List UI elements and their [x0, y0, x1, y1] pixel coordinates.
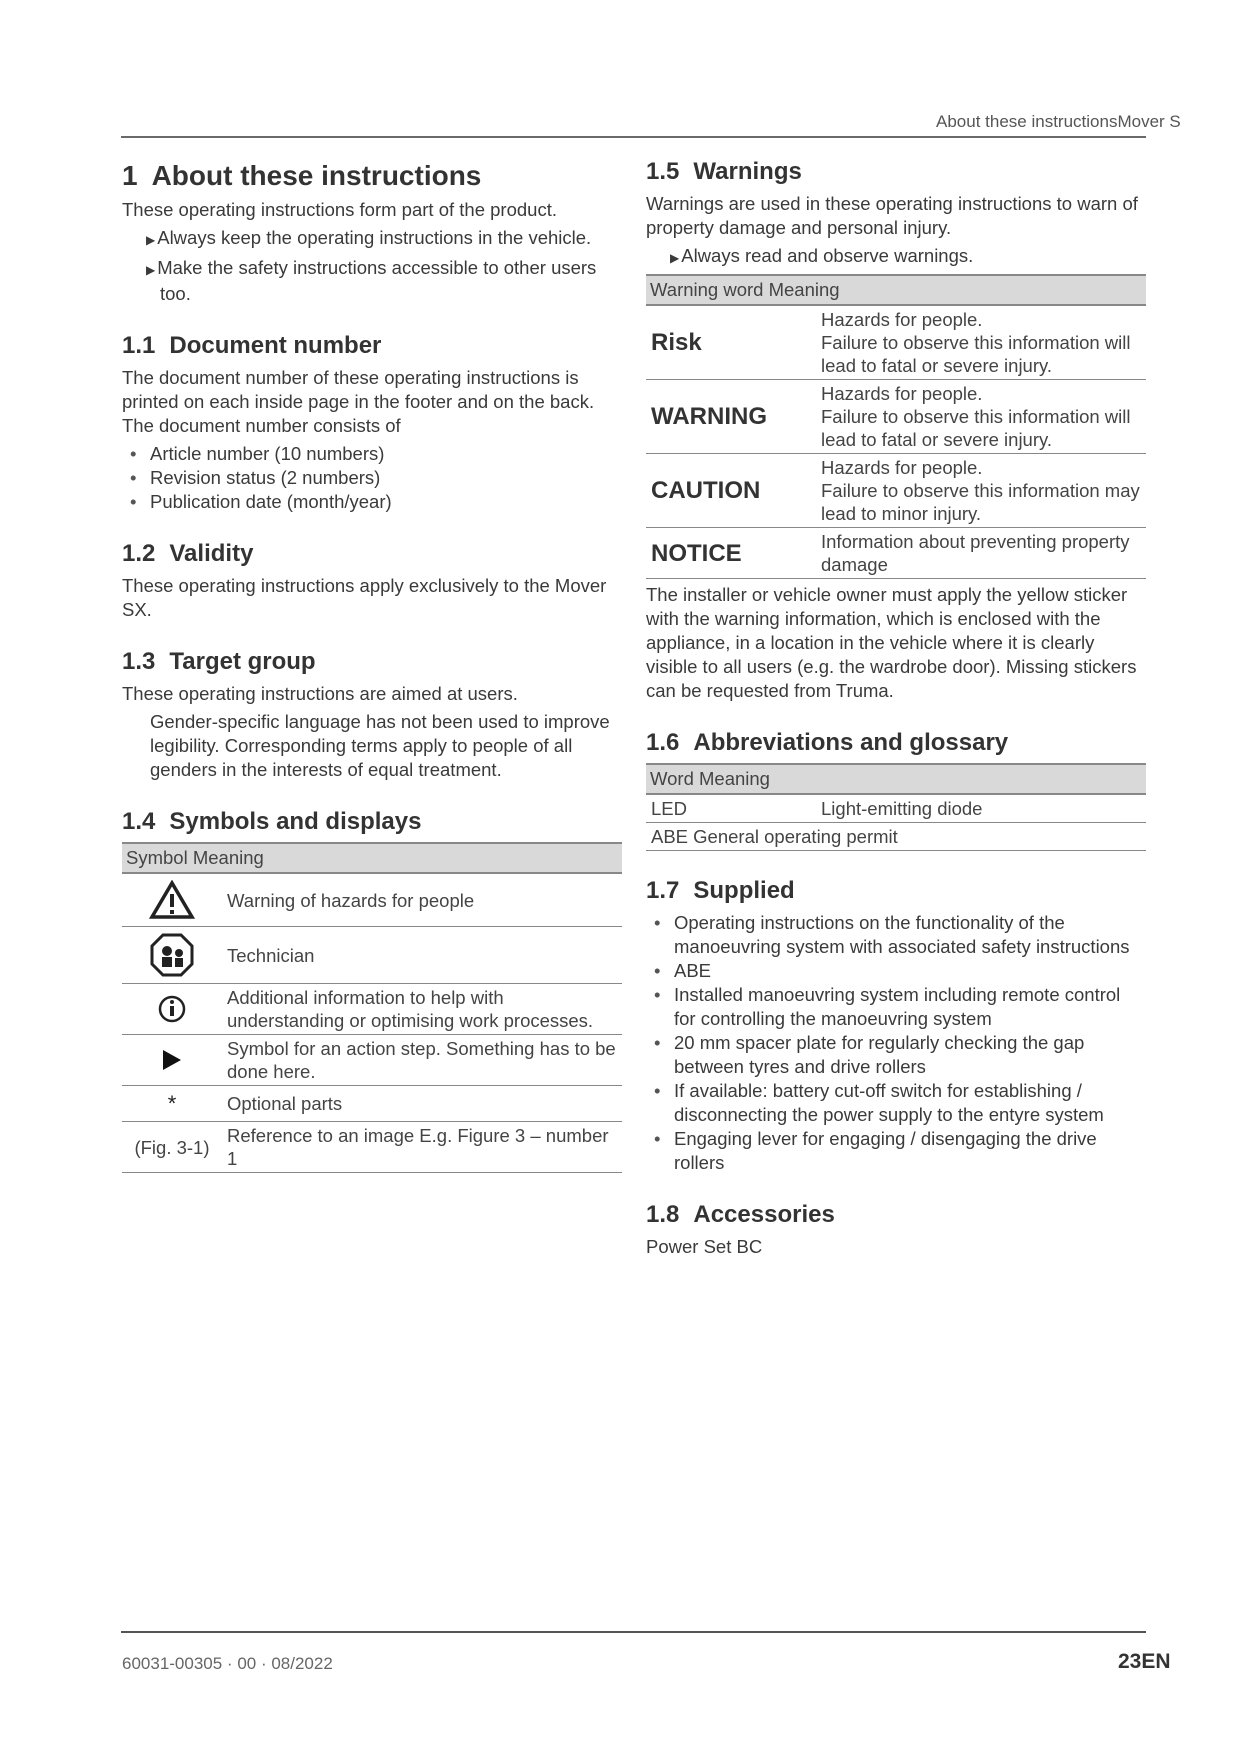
- paragraph: Warnings are used in these operating instructions to warn of property damage and personal injury.: [646, 193, 1138, 238]
- running-header: [936, 112, 1181, 132]
- table-cell: Technician: [222, 927, 622, 984]
- paragraph: These operating instructions apply exclusively to the Mover SX.: [122, 575, 607, 620]
- action-step: ▶ Always keep the operating instructions in the vehicle.: [146, 227, 592, 248]
- page-number: 23EN: [1118, 1650, 1171, 1673]
- section-1-8: [646, 1201, 1146, 1259]
- list-item: • Revision status (2 numbers): [122, 466, 622, 490]
- list-item: • Publication date (month/year): [122, 490, 622, 514]
- action-step-icon: ▶: [146, 263, 156, 277]
- paragraph: These operating instructions are aimed at users.: [122, 683, 518, 704]
- info-note: Gender-specific language has not been used to improve legibility. Corresponding terms apply to people of all genders in the interests of equal treatment.: [150, 711, 610, 780]
- warning-word: Risk: [646, 305, 816, 380]
- section-heading: 1.3 Target group: [122, 648, 316, 675]
- info-icon: [157, 994, 187, 1024]
- action-step-icon: [161, 1048, 183, 1072]
- table-cell: Hazards for people. Failure to observe this information will lead to fatal or severe injury.: [816, 305, 1146, 380]
- list-item: • ABE: [646, 959, 1146, 983]
- section-1-2: [122, 540, 622, 622]
- table-cell: Light-emitting diode: [816, 794, 1146, 823]
- section-1-3: [122, 648, 622, 782]
- section-1-1: [122, 332, 622, 514]
- table-row: [122, 984, 622, 1035]
- action-step: ▶ Make the safety instructions accessible to other users too.: [146, 257, 597, 304]
- paragraph: The installer or vehicle owner must apply the yellow sticker with the warning information, which is enclosed with the appliance, in a location in the vehicle where it is clearly visible to all users (e.g. the wardrobe door). Missing stickers can be requested from Truma.: [646, 584, 1137, 701]
- table-header: Symbol Meaning: [122, 843, 622, 873]
- table-row: [122, 927, 622, 984]
- list-item: • Engaging lever for engaging / disengaging the drive rollers: [646, 1127, 1146, 1175]
- paragraph: The document number consists of: [122, 415, 401, 436]
- table-cell: Symbol for an action step. Something has to be done here.: [222, 1035, 622, 1086]
- paragraph: Power Set BC: [646, 1236, 763, 1257]
- list-item: • 20 mm spacer plate for regularly checking the gap between tyres and drive rollers: [646, 1031, 1146, 1079]
- footer-rule: [121, 1631, 1146, 1633]
- table-row: [646, 823, 1146, 851]
- list-item: • Installed manoeuvring system including remote control for controlling the manoeuvring system: [646, 983, 1146, 1031]
- action-step: ▶ Always read and observe warnings.: [670, 245, 974, 266]
- section-1-heading: 1 About these instructions: [122, 160, 482, 191]
- table-cell: Additional information to help with understanding or optimising work processes.: [222, 984, 622, 1035]
- table-row: [122, 1122, 622, 1173]
- action-step-icon: ▶: [146, 233, 156, 247]
- running-title-suffix: Mover S: [1117, 112, 1181, 131]
- table-row: [646, 528, 1146, 579]
- section-heading: 1.6 Abbreviations and glossary: [646, 729, 1009, 756]
- table-cell: ABE General operating permit: [646, 823, 1146, 851]
- section-1-7: [646, 877, 1146, 1175]
- warning-triangle-icon: [149, 880, 195, 920]
- table-row: [646, 380, 1146, 454]
- table-row: [122, 873, 622, 927]
- warning-word: NOTICE: [646, 528, 816, 579]
- table-row: [122, 1035, 622, 1086]
- running-title: About these instructions: [936, 112, 1118, 131]
- table-row: [122, 1086, 622, 1122]
- action-step-icon: ▶: [670, 251, 680, 265]
- bullet-list: [646, 911, 1146, 1175]
- table-row: [646, 305, 1146, 380]
- table-row: [646, 454, 1146, 528]
- section-1-intro: These operating instructions form part of the product.: [122, 199, 557, 220]
- right-column: [646, 150, 1146, 1259]
- document-number: 60031-00305 · 00 · 08/2022: [122, 1654, 333, 1673]
- header-rule: [121, 136, 1146, 138]
- table-header: Warning word Meaning: [646, 275, 1146, 305]
- table-cell: LED: [646, 794, 816, 823]
- table-row: [646, 794, 1146, 823]
- list-item: • Article number (10 numbers): [122, 442, 622, 466]
- table-cell: Reference to an image E.g. Figure 3 – number 1: [222, 1122, 622, 1173]
- table-cell: Hazards for people. Failure to observe this information will lead to fatal or severe injury.: [816, 380, 1146, 454]
- section-heading: 1.1 Document number: [122, 332, 382, 359]
- warnings-table: [646, 274, 1146, 579]
- section-heading: 1.4 Symbols and displays: [122, 808, 422, 835]
- abbreviations-table: [646, 763, 1146, 851]
- paragraph: The document number of these operating instructions is printed on each inside page in the footer and on the back.: [122, 367, 595, 412]
- section-heading: 1.5 Warnings: [646, 158, 802, 185]
- optional-symbol: *: [122, 1086, 222, 1122]
- figure-reference-symbol: (Fig. 3-1): [122, 1122, 222, 1173]
- table-cell: Optional parts: [222, 1086, 622, 1122]
- table-cell: Hazards for people. Failure to observe this information may lead to minor injury.: [816, 454, 1146, 528]
- warning-word: CAUTION: [646, 454, 816, 528]
- section-1-4: [122, 808, 622, 1173]
- list-item: • If available: battery cut-off switch for establishing / disconnecting the power supply to the entyre system: [646, 1079, 1146, 1127]
- list-item: • Operating instructions on the functionality of the manoeuvring system with associated safety instructions: [646, 911, 1146, 959]
- section-heading: 1.7 Supplied: [646, 877, 795, 904]
- table-cell: Warning of hazards for people: [222, 873, 622, 927]
- left-column: [122, 150, 622, 1173]
- section-1-6: [646, 729, 1146, 851]
- symbols-table: [122, 842, 622, 1173]
- table-header: Word Meaning: [646, 764, 1146, 794]
- technician-icon: [150, 933, 194, 977]
- section-heading: 1.8 Accessories: [646, 1201, 835, 1228]
- bullet-list: [122, 442, 622, 514]
- section-heading: 1.2 Validity: [122, 540, 254, 567]
- warning-word: WARNING: [646, 380, 816, 454]
- table-cell: Information about preventing property damage: [816, 528, 1146, 579]
